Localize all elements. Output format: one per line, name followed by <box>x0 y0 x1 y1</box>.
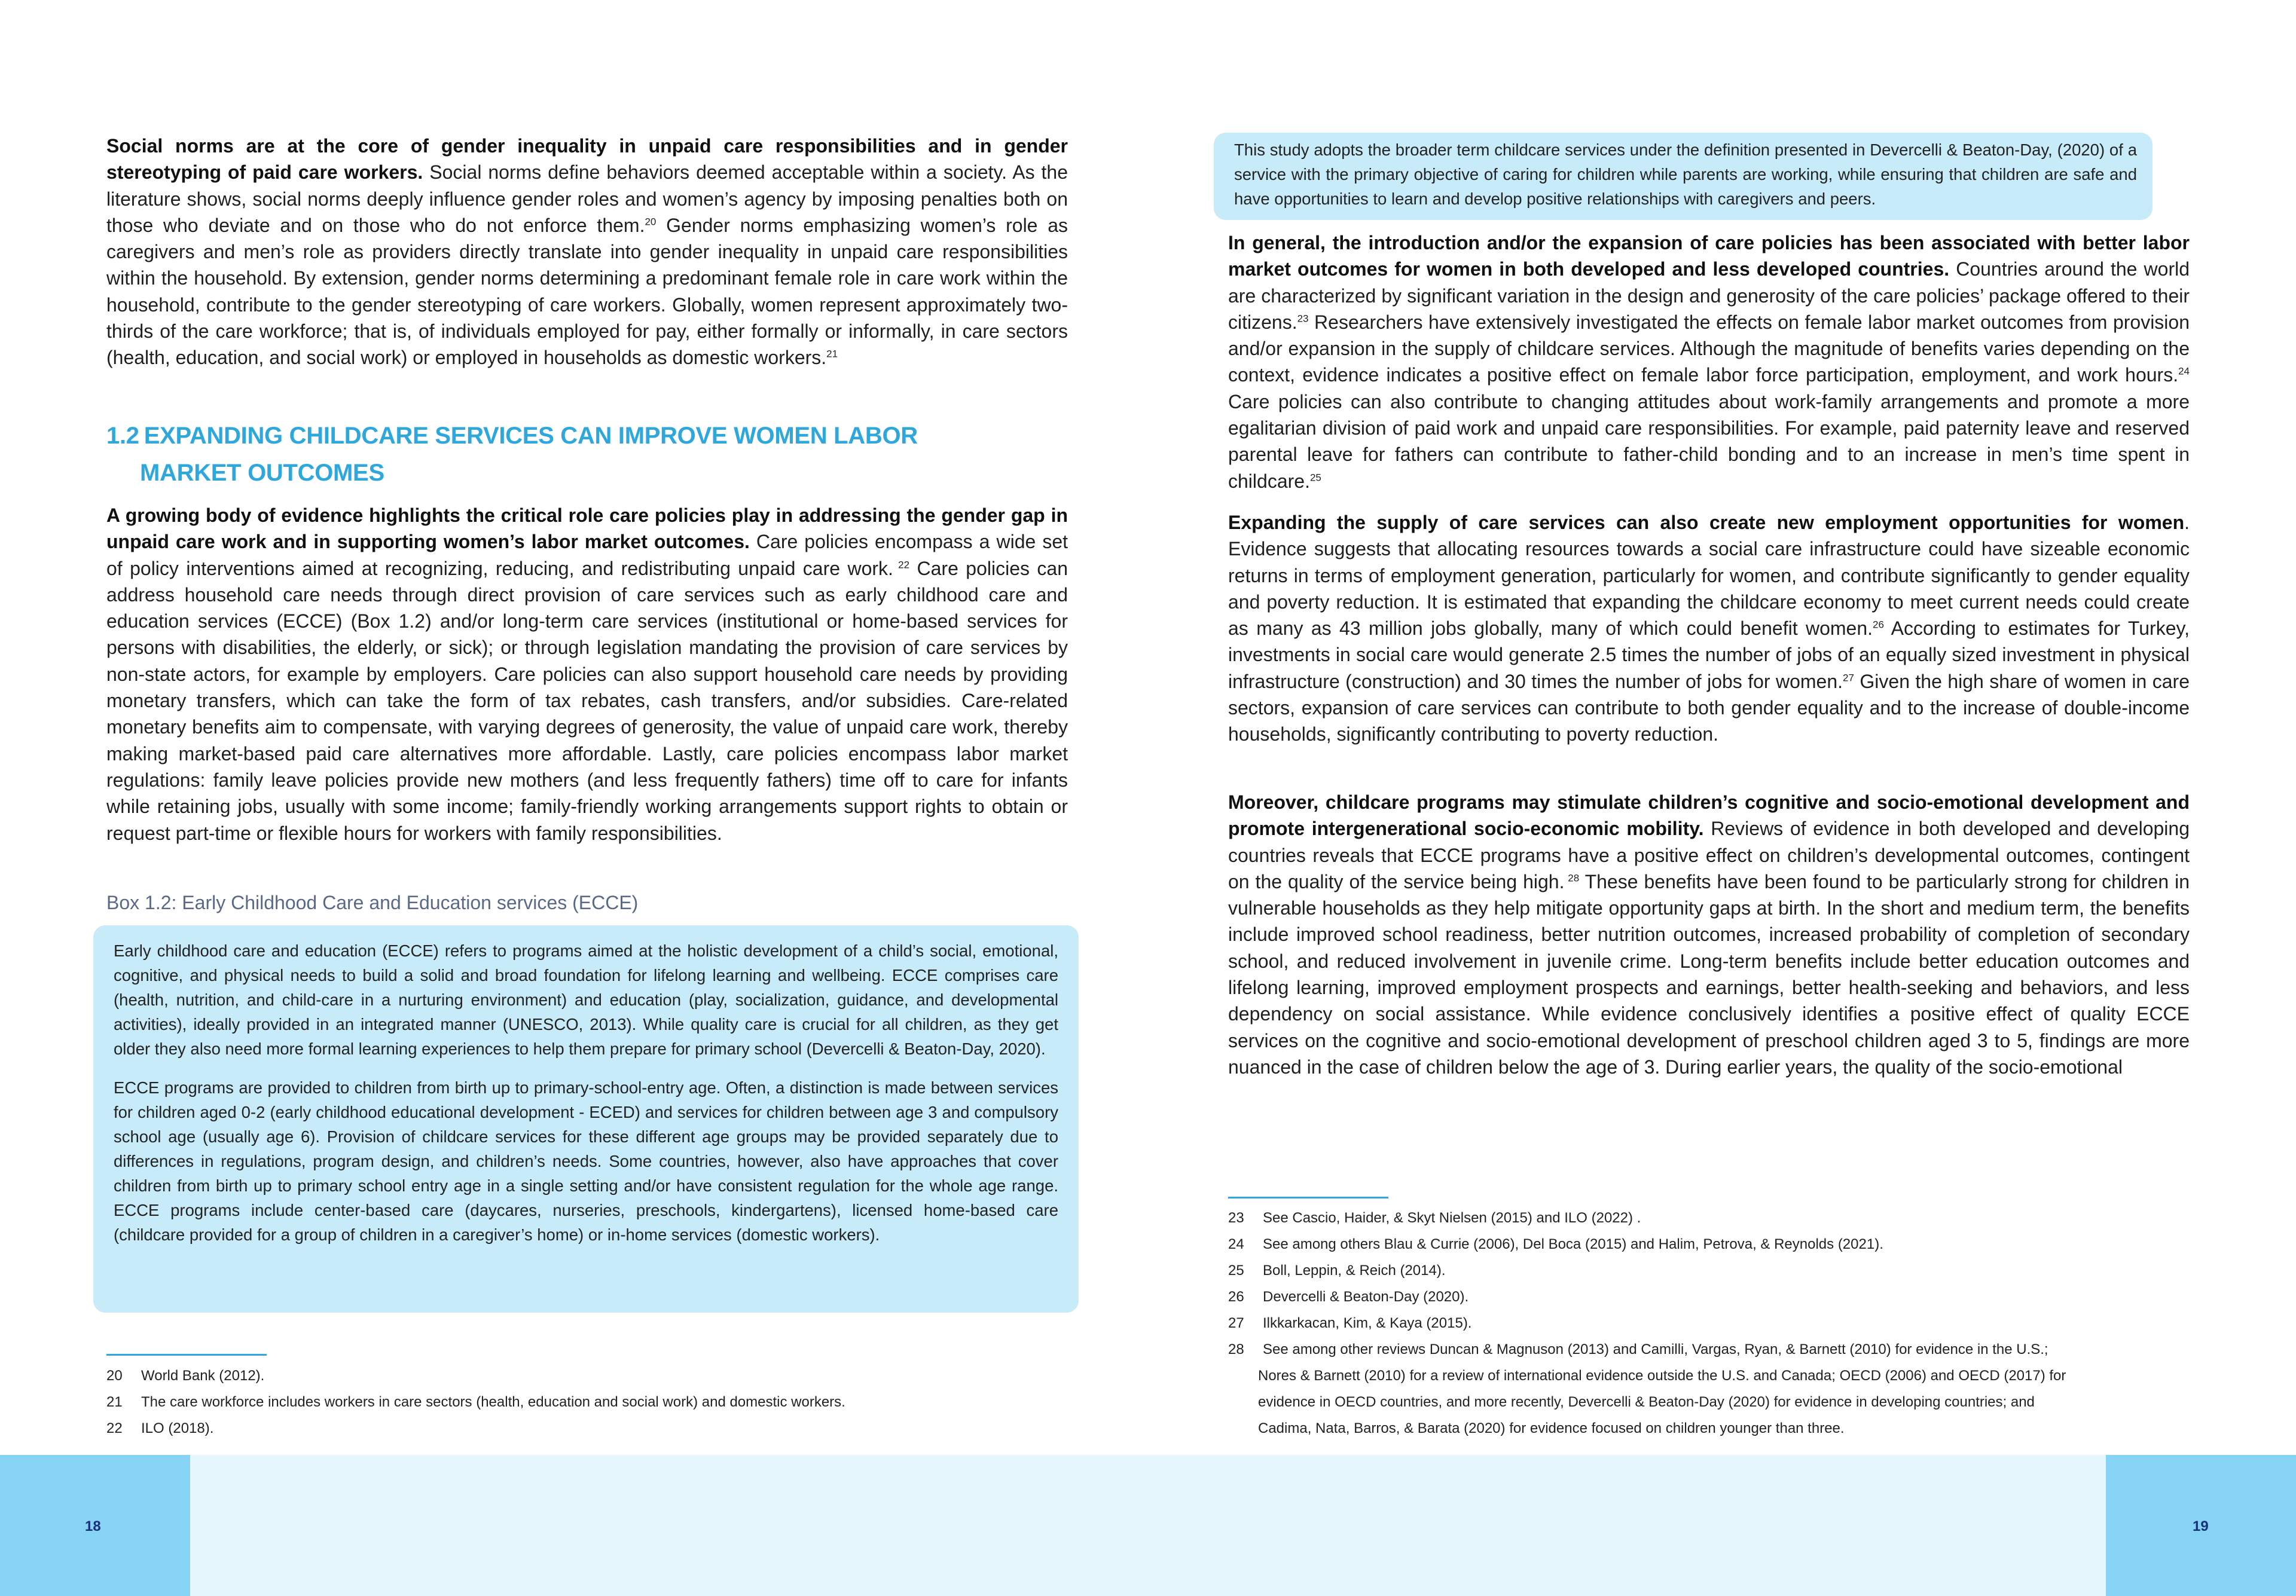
section-number: 1.2 <box>106 423 139 449</box>
footnote-ref[interactable]: 26 <box>1873 619 1884 631</box>
left-paragraph-care-policies: A growing body of evidence highlights the critical role care policies play in addressing the gender gap in unpaid care work and in supporting women’s labor market outcomes. Care policies encompass a wide set of policy interventions aimed at recognizing, reducing, and redistributing unpaid care work. $^{22}$ Care policies can address household care needs through direct provision of care services such as early childhood care and education services (ECCE) (Box 1.2) and/or long-term care services (institutional or home-based services for persons with disabilities, the elderly, or sick); or through legislation mandating the provision of care services by non-state actors, for example by employers. Care policies can also support household care needs by providing monetary transfers, which can take the form of tax rebates, cash transfers, and/or subsidies. Care-related monetary benefits aim to compensate, with varying degrees of generosity, the value of unpaid care work, thereby making market-based paid care alternatives more affordable. Lastly, care policies encompass labor market regulations: family leave policies provide new mothers (and less frequently fathers) time off to care for infants while retaining jobs, usually with some income; family-friendly working arrangements support rights to obtain or request part-time or flexible hours for workers with family responsibilities. <box>106 505 1068 844</box>
ecce-box-paragraph-2: ECCE programs are provided to children from birth up to primary-school-entry age. Often, a distinction is made between services for children aged 0-2 (early childhood educational development - ECED) and services for children between age 3 and compulsory school age (usually age 6). Provision of childcare services for these different age groups may be provided separately due to differences in regulations, program design, and children’s needs. Some countries, however, also have approaches that cover children from birth up to primary school entry age in a single setting and/or have consistent regulation for the whole age range. ECCE programs include center-based care (daycares, nurseries, preschools, kindergartens), licensed home-based care (childcare provided for a group of children in a caregiver’s home) or in-home services (domestic workers). <box>114 1078 1058 1244</box>
footnote-ref[interactable]: 20 <box>645 216 657 228</box>
right-footnotes <box>1228 1205 2197 1442</box>
page-number-left: 18 <box>85 1518 101 1534</box>
ecce-box-paragraph-1: Early childhood care and education (ECCE) refers to programs aimed at the holistic development of a child’s social, emotional, cognitive, and physical needs to build a solid and broad foundation for lifelong learning and wellbeing. ECCE comprises care (health, nutrition, and child-care in a nurturing environment) and education (play, socialization, guidance, and developmental activities), ideally provided in an integrated manner (UNESCO, 2013). While quality care is crucial for all children, as they get older they also need more formal learning experiences to help them prepare for primary school (Devercelli & Beaton-Day, 2020). <box>114 941 1058 1058</box>
lead-in-bold: A growing body of evidence highlights the critical role care policies play in addressing the gender gap in unpaid care work and in supporting women’s labor market outcomes. <box>106 505 1068 553</box>
box-caption: Box 1.2: Early Childhood Care and Education services (ECCE) <box>106 892 639 913</box>
footnote-item: 27 Ilkkarkacan, Kim, & Kaya (2015). <box>1228 1315 1472 1331</box>
lead-in-bold: Moreover, childcare programs may stimulate children’s cognitive and socio-emotional development and promote intergenerational socio-economic mobility. <box>1228 791 2190 840</box>
lead-in-bold: Social norms are at the core of gender inequality in unpaid care responsibilities and in gender stereotyping of paid care workers. <box>106 135 1068 184</box>
footnote-ref[interactable]: 21 <box>826 348 838 360</box>
right-paragraph-child-development: Moreover, childcare programs may stimulate children’s cognitive and socio-emotional development and promote intergenerational socio-economic mobility. Reviews of evidence in both developed and developing countries reveals that ECCE programs have a positive effect on children’s developmental outcomes, contingent on the quality of the service being high. $^{28}$ These benefits have been found to be particularly strong for children in vulnerable households as they help mitigate opportunity gaps at birth. In the short and medium term, the benefits include improved school readiness, better nutrition outcomes, increased probability of completion of secondary school, and reduced involvement in juvenile crime. Long-term benefits include better education outcomes and lifelong learning, improved employment prospects and earnings, better health-seeking and behaviors, and less dependency on social assistance. While evidence conclusively identifies a positive effect of quality ECCE services on the cognitive and socio-emotional development of preschool children aged 3 to 5, findings are more nuanced in the case of children below the age of 3. During earlier years, the quality of the socio-emotional <box>1228 791 2190 1078</box>
right-page <box>1148 0 2296 1596</box>
right-paragraph-employment: Expanding the supply of care services can also create new employment opportunities for women. Evidence suggests that allocating resources towards a social care infrastructure could have sizeable economic returns in terms of employment generation, particularly for women, and contribute significantly to gender equality and poverty reduction. It is estimated that expanding the childcare economy to meet current needs could create as many as 43 million jobs globally, many of which could benefit women.$^{26}$ According to estimates for Turkey, investments in social care would generate 2.5 times the number of jobs of an equally sized investment in physical infrastructure (construction) and 30 times the number of jobs for women.$^{27}$ Given the high share of women in care sectors, expansion of care services can contribute to both gender equality and to the increase of double-income households, significantly contributing to poverty reduction. <box>1228 512 2190 745</box>
lead-in-bold: Expanding the supply of care services can also create new employment opportunities for women <box>1228 512 2185 533</box>
left-footnotes <box>106 1363 1063 1442</box>
footnote-item: 25 Boll, Leppin, & Reich (2014). <box>1228 1262 1446 1279</box>
footnote-item: 28 See among other reviews Duncan & Magnuson (2013) and Camilli, Vargas, Ryan, & Barnett (2010) for evidence in the U.S.; Nores & Barnett (2010) for a review of international evidence outside the U.S. and Canada; OECD (2006) and OECD (2017) for evidence in OECD countries, and more recently, Devercelli & Beaton-Day (2020) for evidence in developing countries; and Cadima, Nata, Barros, & Barata (2020) for evidence focused on children younger than three. <box>1228 1341 2066 1436</box>
footnote-ref[interactable]: 24 <box>2178 365 2190 377</box>
footnote-ref[interactable]: 23 <box>1297 313 1309 325</box>
footnote-item: 24 See among others Blau & Currie (2006), Del Boca (2015) and Halim, Petrova, & Reynolds (2021). <box>1228 1236 1883 1252</box>
left-paragraph-social-norms: Social norms are at the core of gender inequality in unpaid care responsibilities and in gender stereotyping of paid care workers. Social norms define behaviors deemed acceptable within a society. As the literature shows, social norms deeply influence gender roles and women’s agency by imposing penalties both on those who deviate and on those who do not enforce them.$^{20}$ Gender norms emphasizing women’s role as caregivers and men’s role as providers directly translate into gender inequality in unpaid care responsibilities within the household. By extension, gender norms determining a predominant female role in care work within the household, contribute to the gender stereotyping of care workers. Globally, women represent approximately two-thirds of the care workforce; that is, of individuals employed for pay, either formally or informally, in care sectors (health, education, and social work) or employed in households as domestic workers.$^{21}$ <box>106 135 1068 369</box>
section-title-line1: EXPANDING CHILDCARE SERVICES CAN IMPROVE WOMEN LABOR <box>144 423 918 449</box>
footnote-ref[interactable]: 22 <box>893 558 910 570</box>
section-heading <box>106 417 1068 491</box>
right-paragraph-care-policies: In general, the introduction and/or the expansion of care policies has been associated with better labor market outcomes for women in both developed and less developed countries. Countries around the world are characterized by significant variation in the design and generosity of the care policies’ package offered to their citizens.$^{23}$ Researchers have extensively investigated the effects on female labor market outcomes from provision and/or expansion in the supply of childcare services. Although the magnitude of benefits varies depending on the context, evidence indicates a positive effect on female labor force participation, employment, and work hours.$^{24}$ Care policies can also contribute to changing attitudes about work-family arrangements and promote a more egalitarian division of paid work and unpaid care responsibilities. For example, paid paternity leave and reserved parental leave for fathers can contribute to father-child bonding and to an increase in men’s time spent in childcare.$^{25}$ <box>1228 232 2190 492</box>
footnote-ref[interactable]: 25 <box>1309 472 1321 484</box>
footnote-ref[interactable]: 27 <box>1843 672 1854 684</box>
definition-box <box>1214 133 2152 220</box>
lead-in-bold: In general, the introduction and/or the expansion of care policies has been associated with better labor market outcomes for women in both developed and less developed countries. <box>1228 232 2190 280</box>
footnote-item: 23 See Cascio, Haider, & Skyt Nielsen (2015) and ILO (2022) . <box>1228 1210 1641 1226</box>
ecce-info-box <box>93 925 1079 1313</box>
footnote-item: 22 ILO (2018). <box>106 1420 214 1436</box>
section-title-line2: MARKET OUTCOMES <box>140 460 384 486</box>
footnote-ref[interactable]: 28 <box>1564 872 1580 884</box>
footnote-divider <box>106 1354 267 1356</box>
footnote-divider <box>1228 1197 1388 1198</box>
page-number-right: 19 <box>2193 1518 2209 1534</box>
definition-text: This study adopts the broader term childcare services under the definition presented in Devercelli & Beaton-Day, (2020) of a service with the primary objective of caring for children while parents are working, while ensuring that children are safe and have opportunities to learn and develop positive relationships with caregivers and peers. <box>1234 140 2137 208</box>
footnote-item: 21 The care workforce includes workers in care sectors (health, education and social work) and domestic workers. <box>106 1394 845 1410</box>
footnote-item: 26 Devercelli & Beaton-Day (2020). <box>1228 1289 1469 1305</box>
footnote-item: 20 World Bank (2012). <box>106 1368 265 1384</box>
